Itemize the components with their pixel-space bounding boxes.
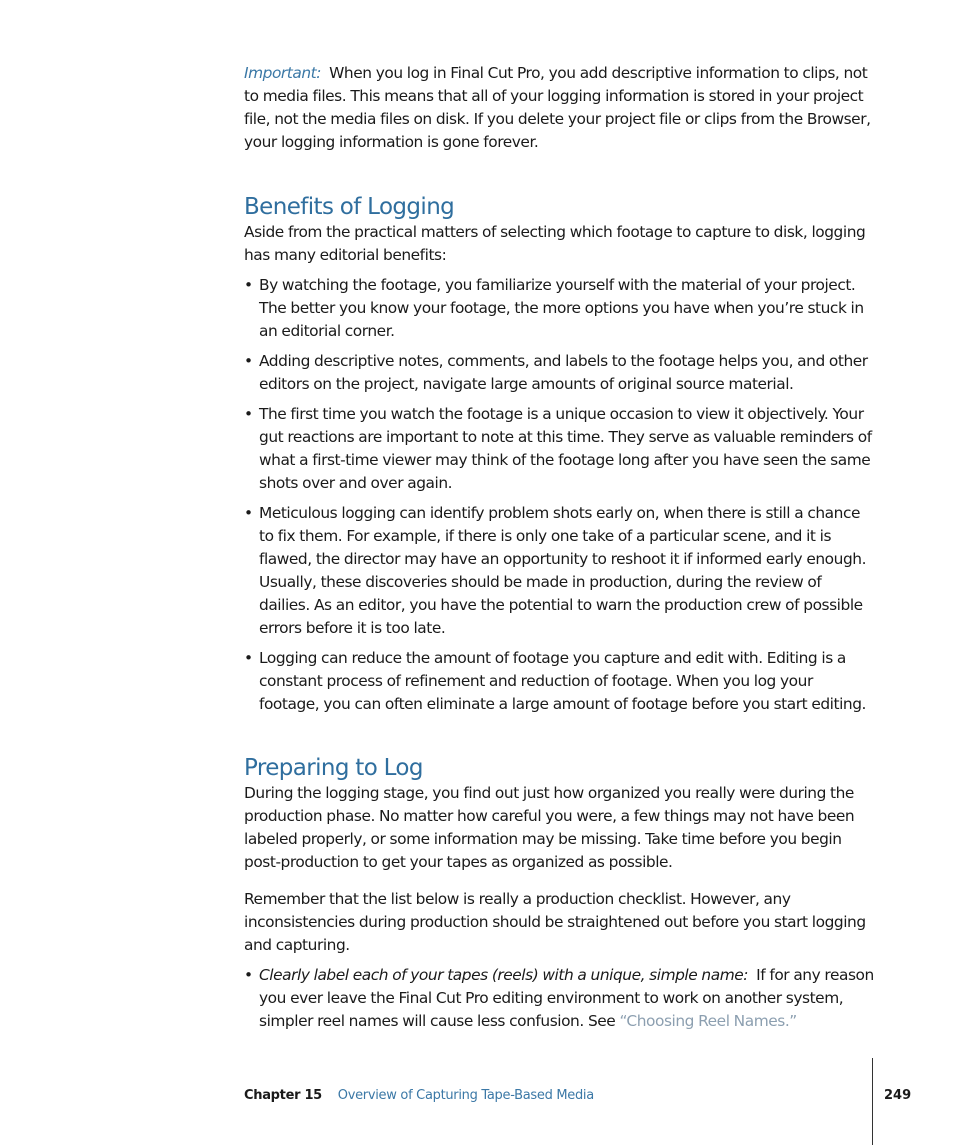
list-item-text: The first time you watch the footage is a unique occasion to view it objectively. Your gut reactions are important to note at this time. They serve as valuable reminders of what a first-time viewer may think of the footage long after you have seen the same shots over and over again. (259, 405, 872, 492)
choosing-reel-names-link[interactable]: “Choosing Reel Names.” (619, 1012, 797, 1030)
chapter-title-link[interactable]: Overview of Capturing Tape-Based Media (337, 1088, 594, 1103)
list-item (244, 403, 876, 495)
preparing-paragraph-2: Remember that the list below is really a production checklist. However, any inconsistencies during production should be straightened out before you start logging and capturing. (244, 890, 866, 954)
list-item-text: If for any reason you ever leave the Final Cut Pro editing environment to work on another system, simpler reel names will cause less confusion. See (259, 966, 874, 1030)
important-note (244, 62, 876, 154)
bullet-icon: • (244, 504, 253, 522)
list-item-text: Meticulous logging can identify problem shots early on, when there is still a chance to fix them. For example, if there is only one take of a particular scene, and it is flawed, the director may have an opportunity to reshoot it if informed early enough. Usually, these discoveries should be made in production, during the review of dailies. As an editor, you have the potential to warn the production crew of possible errors before it is too late. (259, 504, 867, 637)
list-item-text: Logging can reduce the amount of footage you capture and edit with. Editing is a constant process of refinement and reduction of footage. When you log your footage, you can often eliminate a large amount of footage before you start editing. (259, 649, 866, 713)
page-body (244, 62, 876, 1033)
list-item-text: Adding descriptive notes, comments, and labels to the footage helps you, and other editors on the project, navigate large amounts of original source material. (259, 352, 868, 393)
benefits-intro: Aside from the practical matters of selecting which footage to capture to disk, logging has many editorial benefits: (244, 223, 866, 264)
preparing-paragraph-1: During the logging stage, you find out just how organized you really were during the production phase. No matter how careful you were, a few things may not have been labeled properly, or some information may be missing. Take time before you begin post-production to get your tapes as organized as possible. (244, 784, 855, 871)
page-number: 249 (884, 1088, 912, 1103)
important-text: When you log in Final Cut Pro, you add descriptive information to clips, not to media files. This means that all of your logging information is stored in your project file, not the media files on disk. If you delete your project file or clips from the Browser, your logging information is gone forever. (244, 64, 871, 151)
important-label: Important: (244, 64, 321, 82)
list-item (244, 647, 876, 716)
list-item-text: By watching the footage, you familiarize yourself with the material of your project. The better you know your footage, the more options you have when you’re stuck in an editorial corner. (259, 276, 864, 340)
page-footer (244, 1087, 594, 1105)
bullet-icon: • (244, 276, 253, 294)
bullet-icon: • (244, 405, 253, 423)
bullet-icon: • (244, 966, 253, 984)
bullet-icon: • (244, 352, 253, 370)
list-item (244, 274, 876, 343)
benefits-list (244, 274, 876, 716)
list-item (244, 350, 876, 396)
preparing-heading: Preparing to Log (244, 755, 423, 781)
benefits-heading: Benefits of Logging (244, 194, 455, 220)
list-item (244, 502, 876, 640)
list-item (244, 964, 876, 1033)
preparing-list (244, 964, 876, 1033)
list-item-term: Clearly label each of your tapes (reels) with a unique, simple name: (259, 966, 749, 984)
bullet-icon: • (244, 649, 253, 667)
chapter-label: Chapter 15 (244, 1088, 322, 1103)
footer-divider (872, 1058, 873, 1145)
